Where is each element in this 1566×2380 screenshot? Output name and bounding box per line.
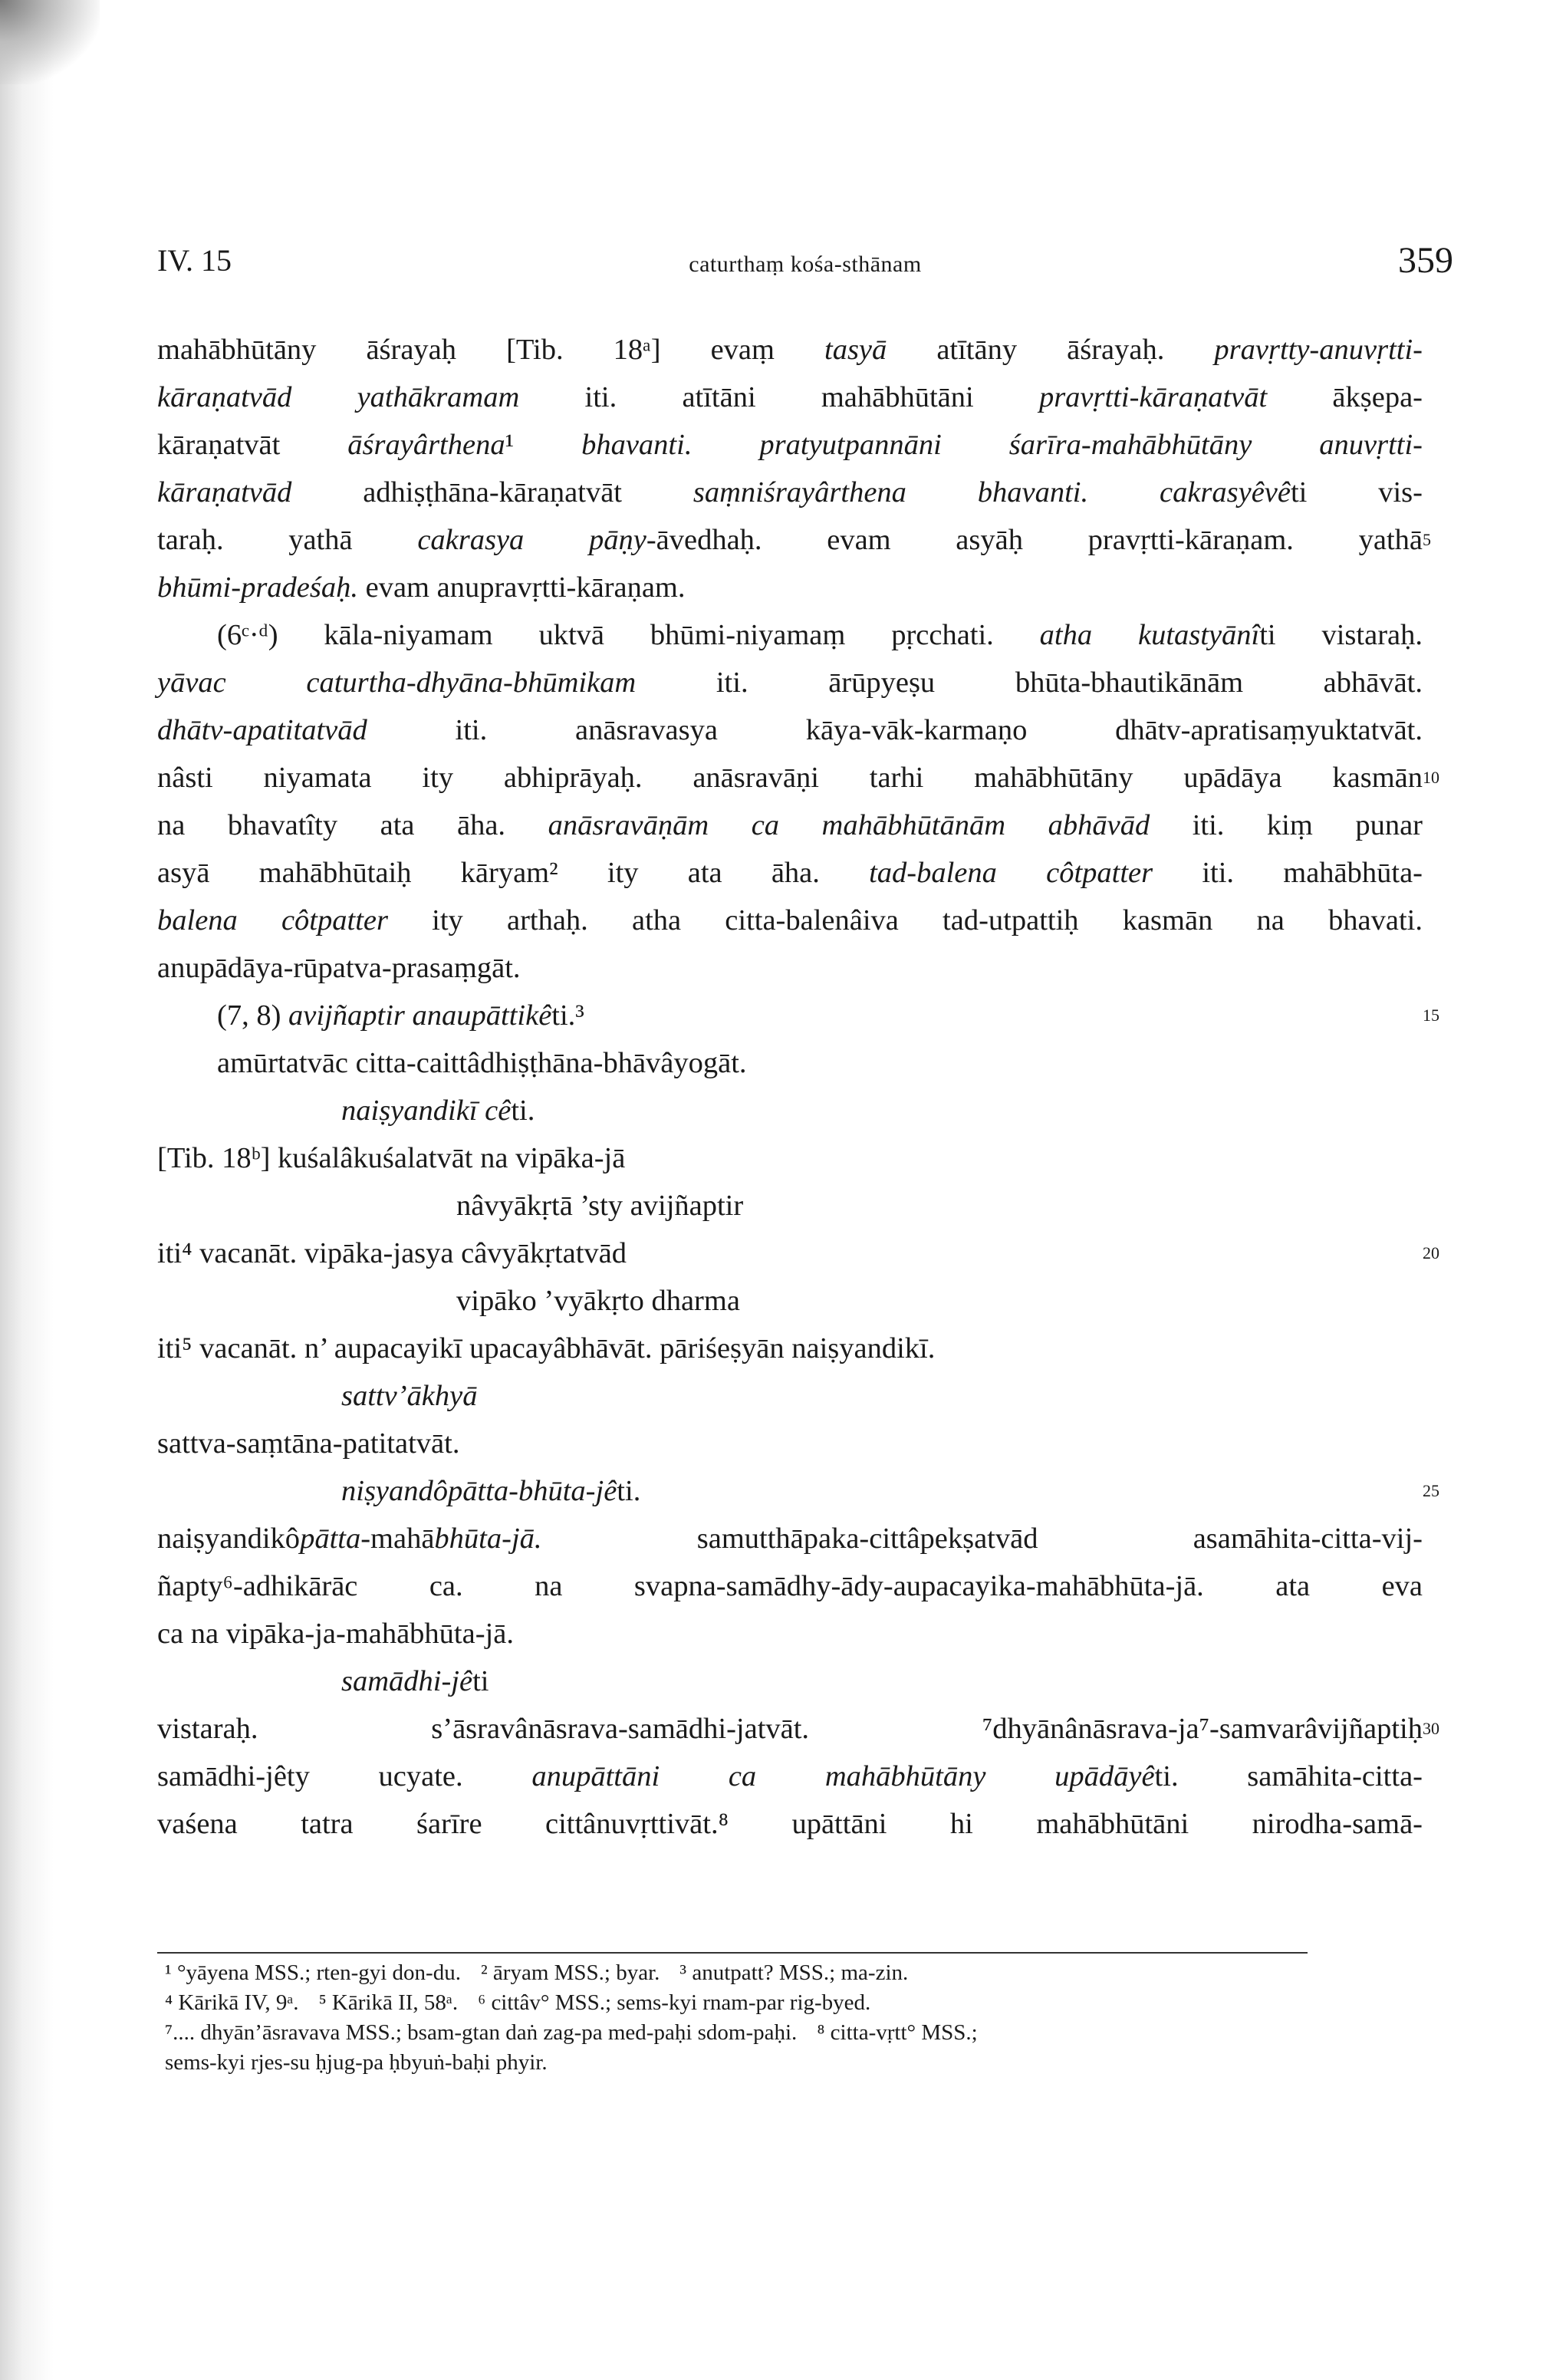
text-line <box>157 516 1431 564</box>
italic-segment: atha kutastyānî <box>1039 619 1260 651</box>
text-segment: ākṣepa- <box>1267 381 1423 413</box>
text-segment: (7, 8) <box>217 999 289 1032</box>
text-segment: ti <box>472 1665 489 1697</box>
scan-corner-shadow <box>0 0 100 84</box>
text-segment: taraḥ. yathā <box>157 524 418 556</box>
text-segment: nâvyākṛtā ’sty avijñaptir <box>456 1190 744 1222</box>
italic-segment: bhūmi-pradeśaḥ. <box>157 571 358 604</box>
text-segment: iti. ārūpyeṣu bhūta-bhautikānām abhāvāt. <box>636 667 1423 699</box>
text-line <box>157 421 1423 469</box>
text-line <box>157 1325 1423 1372</box>
line-number: 20 <box>1423 1243 1439 1262</box>
text-segment: -mahā <box>360 1522 435 1555</box>
text-segment: (6ᶜ·ᵈ) kāla-niyamam uktvā bhūmi-niyamaṃ pṛcchati. <box>217 619 1040 651</box>
text-line <box>157 1277 1423 1325</box>
footnote: ¹ °yāyena MSS.; rten-gyi don-du. <box>165 1960 461 1985</box>
text-segment: adhiṣṭhāna-kāraṇatvāt <box>291 476 693 509</box>
footnote: ⁵ Kārikā II, 58ᵃ. <box>318 1990 459 2015</box>
page-number: 359 <box>1398 240 1453 281</box>
text-line <box>157 1515 1423 1562</box>
text-line <box>157 897 1423 944</box>
text-line <box>157 1800 1423 1848</box>
text-segment: iti. mahābhūta- <box>1153 857 1423 889</box>
text-segment: anupādāya-rūpatva-prasaṃgāt. <box>157 952 521 984</box>
text-segment: samutthāpaka-cittâpekṣatvād asamāhita-citta-vij- <box>541 1522 1423 1555</box>
text-segment: āvedhaḥ. evam asyāḥ pravṛtti-kāraṇam. yathā <box>656 524 1423 556</box>
text-line <box>157 1705 1439 1753</box>
text-segment: naiṣyandikô <box>157 1522 301 1555</box>
italic-segment: dhātv-apatitatvād <box>157 714 367 746</box>
text-line <box>157 849 1423 897</box>
text-segment: ti.³ <box>551 999 584 1032</box>
text-segment: kāraṇatvāt <box>157 429 348 461</box>
text-line <box>157 1372 1423 1420</box>
text-segment: amūrtatvāc citta-caittâdhiṣṭhāna-bhāvâyogāt. <box>217 1047 747 1079</box>
line-number: 15 <box>1423 1006 1439 1025</box>
text-line <box>157 1039 1423 1087</box>
footnote-line <box>165 2048 1361 2078</box>
text-segment: ti. samāhita-citta- <box>1154 1760 1423 1792</box>
italic-segment: bhavanti. <box>581 429 693 461</box>
text-segment: ti vis- <box>1290 476 1423 509</box>
text-line <box>157 944 1423 992</box>
text-segment: ñapty⁶-adhikārāc ca. na svapna-samādhy-ādy-aupacayika-mahābhūta-jā. ata eva <box>157 1570 1423 1602</box>
italic-segment: tad-balena côtpatter <box>869 857 1153 889</box>
text-segment: iti⁵ vacanāt. n’ aupacayikī upacayâbhāvāt. pāriśeṣyān naiṣyandikī. <box>157 1332 936 1364</box>
text-line <box>157 326 1423 374</box>
italic-segment: āśrayârthena <box>347 429 505 461</box>
italic-segment: cakrasya pāṇy- <box>417 524 656 556</box>
scan-edge-shadow <box>0 0 54 2380</box>
text-line <box>157 611 1423 659</box>
text-segment: asyā mahābhūtaiḥ kāryam² ity ata āha. <box>157 857 870 889</box>
footnote: sems-kyi rjes-su ḥjug-pa ḥbyuṅ-baḥi phyir. <box>165 2050 548 2075</box>
line-number: 30 <box>1423 1719 1439 1738</box>
text-segment: vistaraḥ. s’āsravânāsrava-samādhi-jatvāt. ⁷dhyānânāsrava-ja⁷-samvarâvijñaptiḥ <box>157 1713 1423 1745</box>
italic-segment: avijñaptir anaupāttikê <box>288 999 552 1032</box>
italic-segment: pātta <box>300 1522 361 1555</box>
text-line <box>157 1420 1423 1467</box>
text-segment: iti. anāsravasya kāya-vāk-karmaṇo dhātv-apratisaṃyuktatvāt. <box>367 714 1423 746</box>
text-line <box>157 1753 1423 1800</box>
footnote: ⁶ cittâv° MSS.; sems-kyi rnam-par rig-byed. <box>478 1990 871 2015</box>
page-header <box>157 242 1453 288</box>
text-segment <box>692 429 759 461</box>
text-line <box>157 659 1423 706</box>
footnote-line <box>165 2018 1361 2048</box>
text-segment: mahābhūtāny āśrayaḥ [Tib. 18ᵃ] evaṃ <box>157 334 824 366</box>
text-line <box>157 706 1423 754</box>
footnote-line <box>165 1988 1361 2018</box>
text-line <box>157 1610 1423 1657</box>
italic-segment: pravṛtti-kāraṇatvāt <box>1038 381 1268 413</box>
italic-segment: naiṣyandikī cê <box>341 1095 512 1127</box>
text-line <box>157 754 1439 802</box>
italic-segment: niṣyandôpātta-bhūta-jê <box>341 1475 617 1507</box>
italic-segment: anupāttāni ca mahābhūtāny upādāyê <box>531 1760 1155 1792</box>
footnotes <box>165 1958 1361 2078</box>
text-line <box>157 1657 1423 1705</box>
text-segment: atītāny āśrayaḥ. <box>887 334 1215 366</box>
italic-segment: kāraṇatvād <box>157 476 292 509</box>
text-segment: ca na vipāka-ja-mahābhūta-jā. <box>157 1618 514 1650</box>
text-line <box>157 992 1439 1039</box>
footnote: ⁴ Kārikā IV, 9ᵃ. <box>165 1990 299 2015</box>
italic-segment: saṃniśrayârthena bhavanti. cakrasyêvê <box>693 476 1291 509</box>
italic-segment: samādhi-jê <box>341 1665 473 1697</box>
italic-segment: sattv’ākhyā <box>341 1380 478 1412</box>
text-line <box>157 1230 1439 1277</box>
chapter-verse-ref: IV. 15 <box>157 243 232 278</box>
text-line <box>157 469 1423 516</box>
footnote: ² āryam MSS.; byar. <box>480 1960 660 1985</box>
text-segment: samādhi-jêty ucyate. <box>157 1760 532 1792</box>
text-line <box>157 374 1423 421</box>
text-segment: iti⁴ vacanāt. vipāka-jasya câvyākṛtatvād <box>157 1237 627 1269</box>
text-line <box>157 1467 1439 1515</box>
italic-segment: kāraṇatvād yathākramam <box>157 381 520 413</box>
text-segment: iti. atītāni mahābhūtāni <box>519 381 1039 413</box>
text-segment: ti. <box>511 1095 535 1127</box>
text-segment: evam anupravṛtti-kāraṇam. <box>358 571 686 604</box>
text-line <box>157 1562 1423 1610</box>
text-segment: ¹ <box>505 429 582 461</box>
footnote: ³ anutpatt? MSS.; ma-zin. <box>679 1960 909 1985</box>
italic-segment: tasyā <box>824 334 887 366</box>
text-segment: ti vistaraḥ. <box>1259 619 1423 651</box>
text-line <box>157 1087 1423 1134</box>
text-segment: vaśena tatra śarīre cittânuvṛttivāt.⁸ upāttāni hi mahābhūtāni nirodha-samā- <box>157 1808 1423 1840</box>
text-line <box>157 1134 1423 1182</box>
line-number: 10 <box>1423 768 1439 787</box>
italic-segment: yāvac caturtha-dhyāna-bhūmikam <box>157 667 637 699</box>
footnote-line <box>165 1958 1361 1988</box>
text-segment: nâsti niyamata ity abhiprāyaḥ. anāsravāṇi tarhi mahābhūtāny upādāya kasmān <box>157 762 1423 794</box>
footnote: ⁸ citta-vṛtt° MSS.; <box>817 2020 978 2045</box>
line-number: 25 <box>1423 1481 1439 1500</box>
italic-segment: anāsravāṇām ca mahābhūtānām abhāvād <box>548 809 1150 841</box>
text-segment: sattva-saṃtāna-patitatvāt. <box>157 1427 460 1460</box>
commentary-text <box>157 326 1439 1848</box>
footnote-rule <box>157 1952 1308 1954</box>
line-number: 5 <box>1423 530 1431 549</box>
italic-segment: pratyutpannāni śarīra-mahābhūtāny anuvṛtti- <box>759 429 1423 461</box>
text-segment: iti. kiṃ punar <box>1150 809 1423 841</box>
footnote: ⁷.... dhyān’āsravava MSS.; bsam-gtan daṅ zag-pa med-paḥi sdom-paḥi. <box>165 2020 798 2045</box>
text-line <box>157 1182 1423 1230</box>
italic-segment: balena côtpatter <box>157 904 388 937</box>
italic-segment: bhūta-jā. <box>434 1522 542 1555</box>
text-line <box>157 564 1423 611</box>
text-segment: [Tib. 18ᵇ] kuśalâkuśalatvāt na vipāka-jā <box>157 1142 626 1174</box>
text-segment: ti. <box>617 1475 641 1507</box>
italic-segment: pravṛtty-anuvṛtti- <box>1214 334 1423 366</box>
text-segment: na bhavatîty ata āha. <box>157 809 548 841</box>
text-segment: ity arthaḥ. atha citta-balenâiva tad-utpattiḥ kasmān na bhavati. <box>387 904 1423 937</box>
text-line <box>157 802 1423 849</box>
running-title: caturthaṃ kośa-sthānam <box>689 252 922 277</box>
text-segment: vipāko ’vyākṛto dharma <box>456 1285 740 1317</box>
